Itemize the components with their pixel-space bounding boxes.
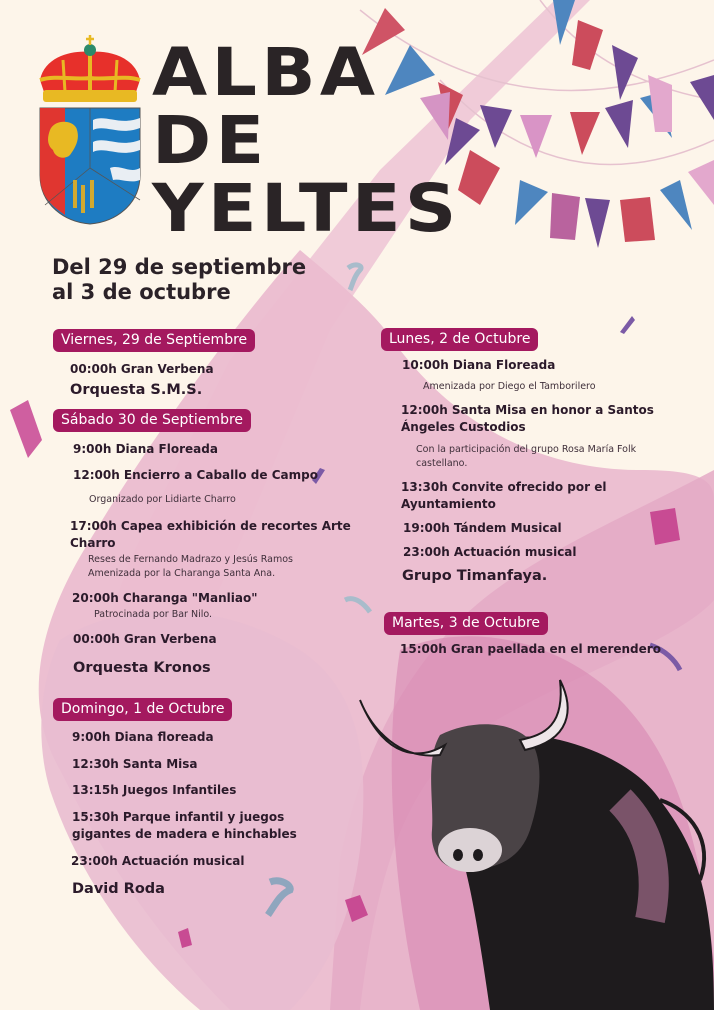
event-note-line-2: castellano. (416, 458, 468, 469)
event-performer: Orquesta Kronos (73, 660, 211, 676)
coat-of-arms (35, 30, 145, 226)
day-label-lunes: Lunes, 2 de Octubre (381, 328, 538, 351)
event-line-2: gigantes de madera e hinchables (72, 827, 297, 841)
day-label-domingo: Domingo, 1 de Octubre (53, 698, 232, 721)
event-line-2: Ángeles Custodios (401, 420, 526, 434)
event-line-1: 13:30h Convite ofrecido por el (401, 480, 607, 494)
day-label-viernes: Viernes, 29 de Septiembre (53, 329, 255, 352)
date-range-line-2: al 3 de octubre (52, 280, 231, 304)
day-label-martes: Martes, 3 de Octubre (384, 612, 548, 635)
event: 15:00h Gran paellada en el merendero (400, 642, 661, 656)
event: 10:00h Diana Floreada (402, 358, 556, 372)
event-performer: Orquesta S.M.S. (70, 382, 203, 398)
event: 19:00h Tándem Musical (403, 521, 562, 535)
event (72, 809, 297, 843)
event (401, 479, 606, 513)
event-note: Organizado por Lidiarte Charro (89, 494, 236, 505)
event-performer: David Roda (72, 881, 165, 897)
event: 00:00h Gran Verbena (70, 362, 214, 376)
event-performer: Grupo Timanfaya. (402, 568, 548, 584)
event-note-line-1: Con la participación del grupo Rosa María Folk (416, 444, 637, 455)
event: 23:00h Actuación musical (71, 854, 245, 868)
event: 9:00h Diana floreada (72, 730, 214, 744)
event: 20:00h Charanga "Manliao" (72, 591, 258, 605)
event: 13:15h Juegos Infantiles (72, 783, 237, 797)
event-note: Amenizada por Diego el Tamborilero (423, 381, 596, 392)
event: 23:00h Actuación musical (403, 545, 577, 559)
event-line-1: 15:30h Parque infantil y juegos (72, 810, 285, 824)
date-range (52, 255, 306, 305)
event-line-2: Charro (70, 536, 116, 550)
event-note: Patrocinada por Bar Nilo. (94, 609, 213, 620)
title-line-1: ALBA (152, 34, 380, 111)
event-note-line-2: Amenizada por la Charanga Santa Ana. (88, 568, 276, 579)
event (70, 518, 351, 552)
day-label-sabado: Sábado 30 de Septiembre (53, 409, 251, 432)
event (401, 402, 654, 436)
event-line-1: 17:00h Capea exhibición de recortes Arte (70, 519, 351, 533)
event: 00:00h Gran Verbena (73, 632, 217, 646)
event: 9:00h Diana Floreada (73, 442, 218, 456)
event-note-line-1: Reses de Fernando Madrazo y Jesús Ramos (88, 554, 293, 565)
title-line-3: YELTES (152, 170, 461, 247)
event: 12:00h Encierro a Caballo de Campo (73, 468, 318, 482)
event-line-1: 12:00h Santa Misa en honor a Santos (401, 403, 654, 417)
event: 12:30h Santa Misa (72, 757, 198, 771)
event-line-2: Ayuntamiento (401, 497, 496, 511)
event-note (88, 553, 293, 581)
event-note (416, 443, 636, 471)
date-range-line-1: Del 29 de septiembre (52, 255, 307, 279)
title-line-2: DE (152, 102, 269, 179)
